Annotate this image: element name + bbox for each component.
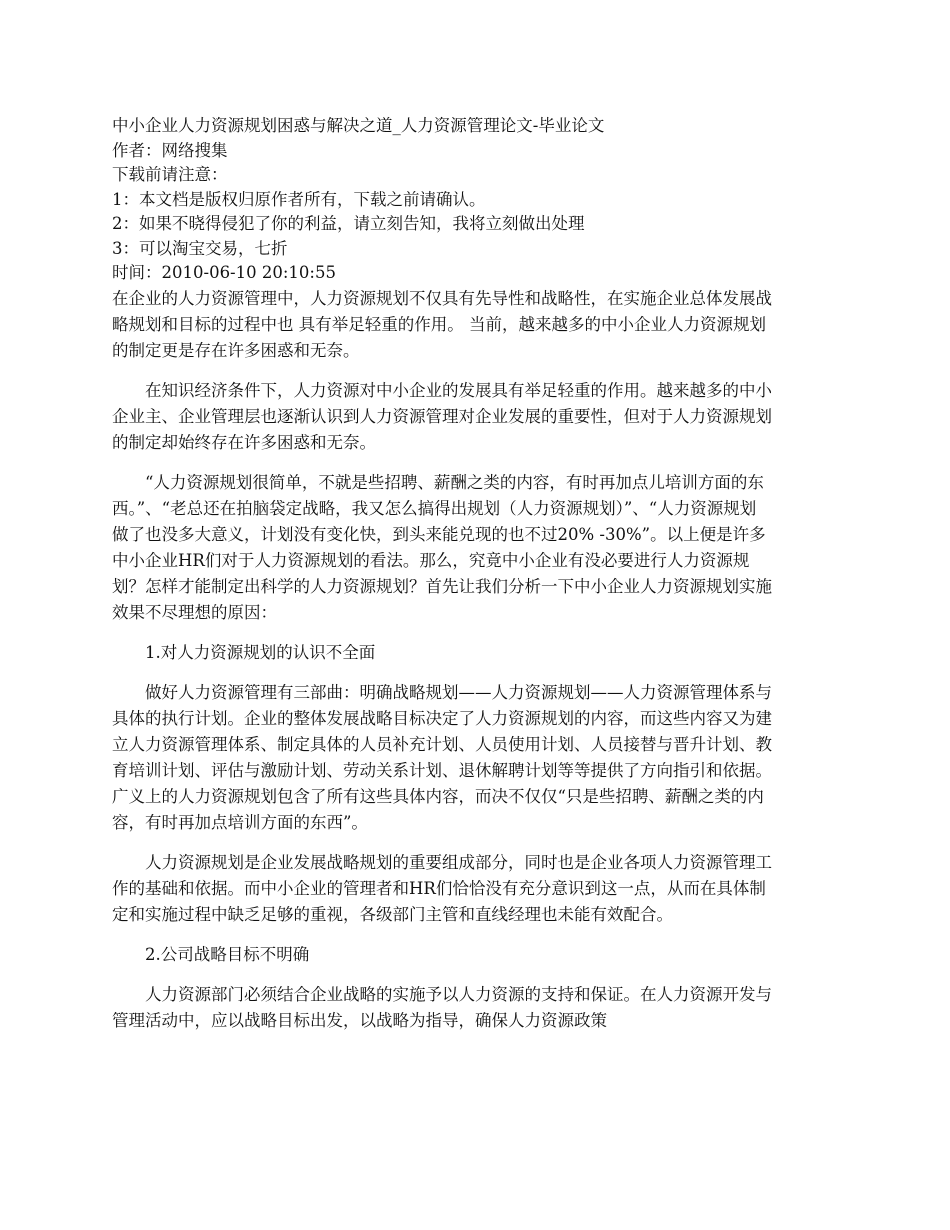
body-paragraph: 人力资源规划是企业发展战略规划的重要组成部分，同时也是企业各项人力资源管理工作的基础和依据。而中小企业的管理者和HR们恰恰没有充分意识到这一点，从而在具体制定和实施过程中缺乏足够的重视，各级部门主管和直线经理也未能有效配合。 — [112, 852, 772, 924]
timestamp: 时间：2010-06-10 20:10:55 — [112, 263, 336, 282]
notice-item: 3：可以淘宝交易，七折 — [112, 238, 288, 258]
author-line: 作者：网络搜集 — [112, 140, 228, 160]
section-heading: 2.公司战略目标不明确 — [145, 944, 310, 964]
notice-header: 下载前请注意： — [112, 165, 228, 184]
notice-item: 2：如果不晓得侵犯了你的利益，请立刻告知，我将立刻做出处理 — [112, 214, 585, 233]
section-heading: 1.对人力资源规划的认识不全面 — [145, 642, 376, 662]
document-page — [112, 114, 772, 1048]
body-paragraph: 做好人力资源管理有三部曲：明确战略规划——人力资源规划——人力资源管理体系与具体的执行计划。企业的整体发展战略目标决定了人力资源规划的内容，而这些内容又为建立人力资源管理体系、制定具体的人员补充计划、人员使用计划、人员接替与晋升计划、教育培训计划、评估与激励计划、劳动关系计划、退休解聘计划等等提供了方向指引和依据。广义上的人力资源规划包含了所有这些具体内容，而决不仅仅“只是些招聘、薪酬之类的内容，有时再加点培训方面的东西”。 — [112, 682, 772, 832]
document-title: 中小企业人力资源规划困惑与解决之道_人力资源管理论文-毕业论文 — [112, 116, 605, 135]
body-paragraph: 在知识经济条件下，人力资源对中小企业的发展具有举足轻重的作用。越来越多的中小企业主、企业管理层也逐渐认识到人力资源管理对企业发展的重要性，但对于人力资源规划的制定却始终存在许多困惑和无奈。 — [112, 380, 772, 452]
body-paragraph: 人力资源部门必须结合企业战略的实施予以人力资源的支持和保证。在人力资源开发与管理活动中，应以战略目标出发，以战略为指导，确保人力资源政策 — [112, 984, 772, 1030]
body-paragraph: “人力资源规划很简单，不就是些招聘、薪酬之类的内容，有时再加点儿培训方面的东西。”、“老总还在拍脑袋定战略，我又怎么搞得出规划（人力资源规划）”、“人力资源规划做了也没多大意义，计划没有变化快，到头来能兑现的也不过20% -30%”。以上便是许多中小企业HR们对于人力资源规划的看法。那么，究竟中小企业有没必要进行人力资源规划？怎样才能制定出科学的人力资源规划？首先让我们分析一下中小企业人力资源规划实施效果不尽理想的原因： — [112, 472, 772, 622]
body-paragraph: 在企业的人力资源管理中，人力资源规划不仅具有先导性和战略性，在实施企业总体发展战略规划和目标的过程中也 具有举足轻重的作用。 当前，越来越多的中小企业人力资源规划的制定更是存在许多困惑和无奈。 — [112, 288, 772, 360]
notice-item: 1：本文档是版权归原作者所有，下载之前请确认。 — [112, 189, 486, 209]
